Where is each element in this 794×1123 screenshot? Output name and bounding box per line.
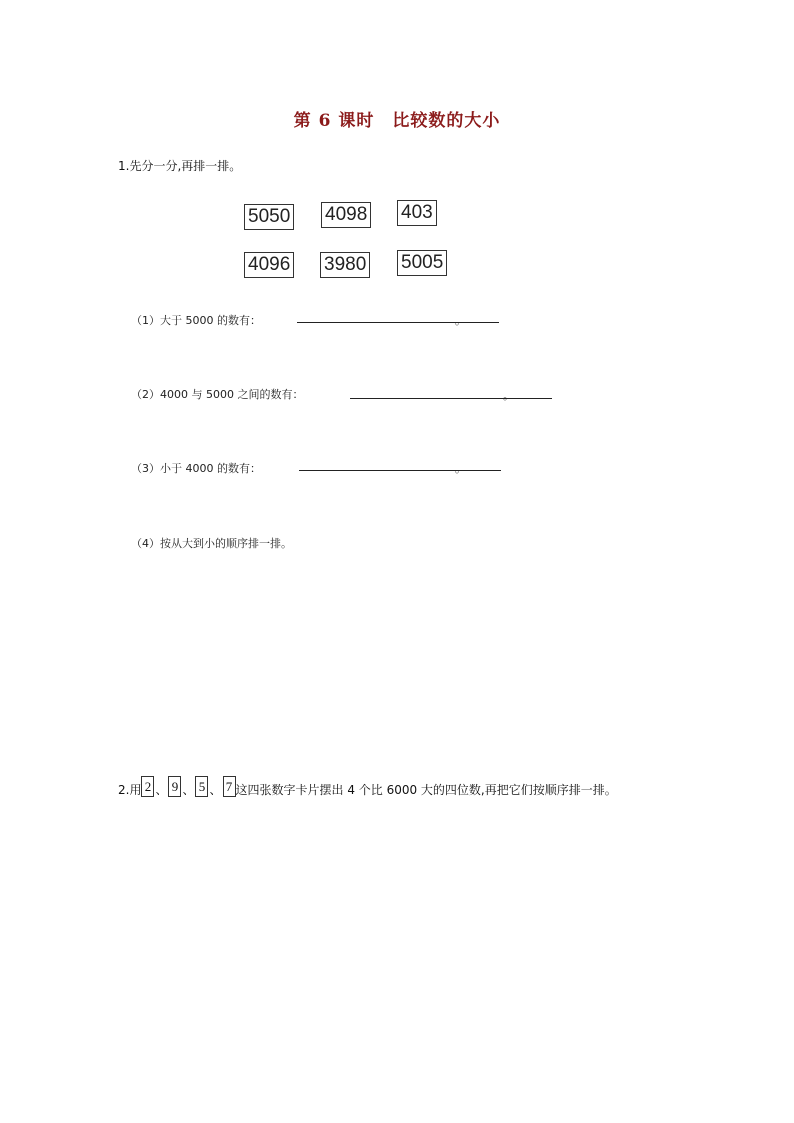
number-card: 5050 bbox=[244, 204, 294, 230]
part-2-answer-line[interactable] bbox=[350, 398, 552, 399]
part-1-period: 。 bbox=[455, 314, 466, 327]
part-3-label: （3）小于 4000 的数有： bbox=[131, 462, 261, 475]
question-2-prefix: 2.用 bbox=[118, 783, 142, 797]
separator: 、 bbox=[182, 783, 195, 797]
question-2 bbox=[118, 776, 617, 798]
part-3-answer-line[interactable] bbox=[299, 470, 501, 471]
number-card: 4096 bbox=[244, 252, 294, 278]
number-card: 403 bbox=[397, 200, 437, 226]
separator: 、 bbox=[209, 783, 222, 797]
digit-card: 9 bbox=[168, 776, 181, 797]
part-1-label: （1）大于 5000 的数有： bbox=[131, 314, 261, 327]
page-title: 第 6 课时 比较数的大小 bbox=[293, 111, 501, 131]
digit-card: 5 bbox=[195, 776, 208, 797]
number-card: 3980 bbox=[320, 252, 370, 278]
number-card: 4098 bbox=[321, 202, 371, 228]
part-1-answer-line[interactable] bbox=[297, 322, 499, 323]
separator: 、 bbox=[155, 783, 168, 797]
question-2-text: 这四张数字卡片摆出 4 个比 6000 大的四位数,再把它们按顺序排一排。 bbox=[235, 783, 617, 797]
part-4-label: （4）按从大到小的顺序排一排。 bbox=[131, 537, 292, 550]
question-1-prompt: 1.先分一分,再排一排。 bbox=[118, 159, 242, 173]
part-2-label: （2）4000 与 5000 之间的数有： bbox=[131, 388, 304, 401]
digit-card: 2 bbox=[141, 776, 154, 797]
part-3-period: 。 bbox=[455, 462, 466, 475]
number-card: 5005 bbox=[397, 250, 447, 276]
digit-card: 7 bbox=[223, 776, 236, 797]
part-2-period: 。 bbox=[503, 389, 514, 402]
